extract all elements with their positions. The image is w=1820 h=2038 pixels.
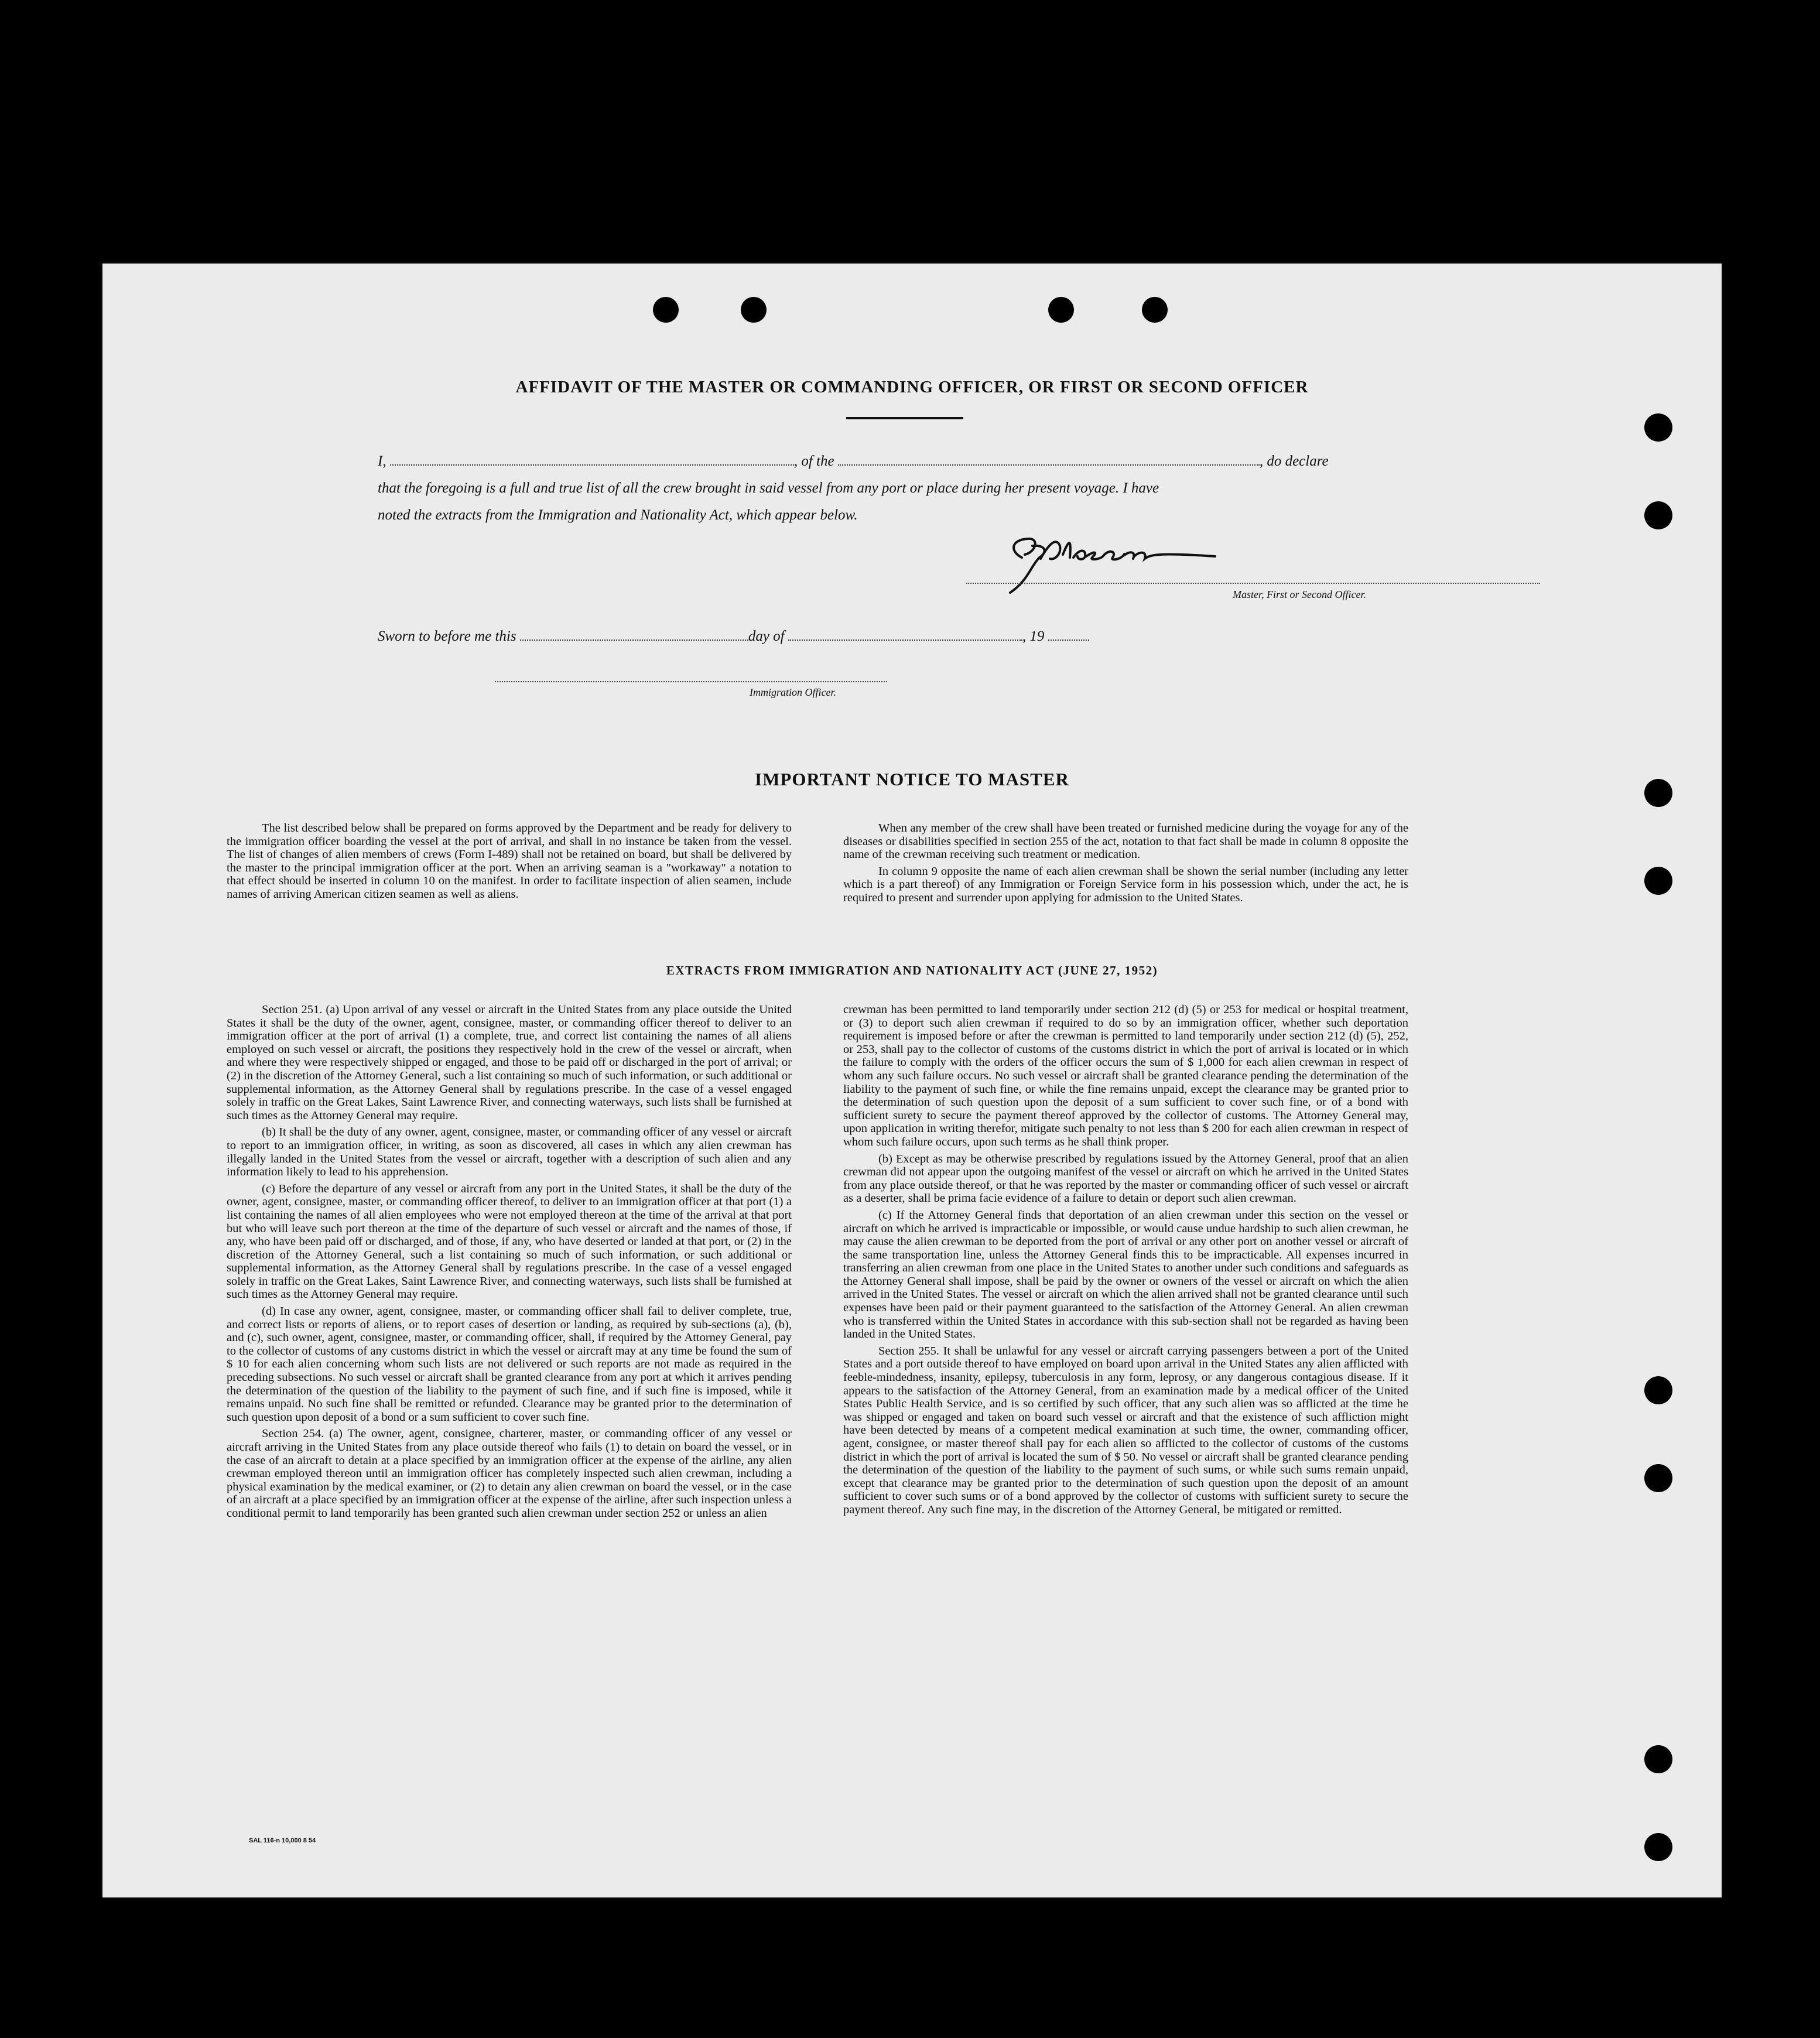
- master-signature: [1004, 534, 1227, 599]
- section-paragraph: (b) It shall be the duty of any owner, agent, consignee, master, or commanding officer of any vessel or aircraft to report to an immigration officer, in writing, as soon as discovered, all cases in which any alien crewman has illegally landed in the United States from the vessel or aircraft, together with a description of such alien and any information likely to lead to his apprehension.: [227, 1126, 792, 1179]
- sworn-year-field[interactable]: [1048, 627, 1089, 641]
- declaration-suffix: , do declare: [1259, 453, 1329, 469]
- title-divider: [846, 417, 963, 419]
- signature-caption: Master, First or Second Officer.: [1233, 589, 1366, 600]
- punch-hole: [1644, 1376, 1672, 1404]
- section-paragraph: crewman has been permitted to land temporarily under section 212 (d) (5) or 253 for medical or hospital treatment, or (3) to deport such alien crewman if required to do so by an immigration officer, whether such deportation requirement is imposed before or after the crewman is permitted to land temporarily under section 212 (d) (5), 252, or 253, shall pay to the collector of customs of the customs district in which the port of arrival is located or in which the failure to comply with the orders of the officer occurs the sum of $ 1,000 for each alien crewman in respect of whom any such failure occurs. No such vessel or aircraft shall be granted clearance pending the determination of the liability to the payment of such fine, or while the fine remains unpaid, except the clearance may be granted prior to the determination of such question upon the deposit of a sum sufficient to cover such fine, or of a bond with sufficient surety to secure the payment thereof approved by the collector of customs. The Attorney General may, upon application in writing therefor, mitigate such penalty to not less than $ 200 for each alien crewman in respect of whom such failure occurs, upon such terms as he shall think proper.: [843, 1003, 1408, 1148]
- signature-line: [966, 583, 1540, 584]
- sworn-prefix: Sworn to before me this: [378, 628, 516, 644]
- punch-hole: [653, 297, 679, 323]
- punch-hole: [1644, 501, 1672, 529]
- section-paragraph: Section 251. (a) Upon arrival of any vessel or aircraft in the United States from any place outside the United States it shall be the duty of the owner, agent, consignee, master, or commanding officer thereof to deliver to an immigration officer at the port of arrival (1) a complete, true, and correct list containing the names of all aliens employed on such vessel or aircraft, the positions they respectively hold in the crew of the vessel or aircraft, when and where they were respectively shipped or engaged, and those to be paid off or discharged in the port of arrival; or (2) in the discretion of the Attorney General, such a list containing so much of such information, or such additional or supplemental information, as the Attorney General shall by regulations prescribe. In the case of a vessel engaged solely in traffic on the Great Lakes, Saint Lawrence River, and connecting waterways, such lists shall be furnished at such times as the Attorney General may require.: [227, 1003, 792, 1122]
- notice-title: IMPORTANT NOTICE TO MASTER: [755, 769, 1069, 789]
- notice-left-column: [227, 822, 792, 901]
- punch-hole: [1048, 297, 1074, 323]
- punch-hole: [1644, 867, 1672, 895]
- punch-hole: [1644, 413, 1672, 442]
- notice-paragraph: The list described below shall be prepared on forms approved by the Department and be ready for delivery to the immigration officer boarding the vessel at the port of arrival, and shall in no instance be taken from the vessel. The list of changes of alien members of crews (Form I-489) shall not be retained on board, but shall be delivered by the master to the principal immigration officer at the port. When an arriving seaman is a "workaway" a notation to that effect should be inserted in column 10 on the manifest. In order to facilitate inspection of alien seamen, include names of arriving American citizen seamen as well as aliens.: [227, 822, 792, 901]
- declaration-of: , of the: [793, 453, 834, 469]
- section-paragraph: (c) Before the departure of any vessel or aircraft from any port in the United States, it shall be the duty of the owner, agent, consignee, master, or commanding officer thereof, to deliver to an immigration officer at that port (1) a list containing the names of all alien employees who were not employed thereon at the time of the arrival at that port but who will leave such port thereon at the time of the departure of such vessel or aircraft and the names of those, if any, who have been paid off or discharged, and of those, if any, who have deserted or landed at that port, or (2) in the discretion of the Attorney General, such a list containing so much of such information, or such additional or supplemental information, as the Attorney General shall by regulations prescribe. In the case of a vessel engaged solely in traffic on the Great Lakes, Saint Lawrence River, and connecting waterways, such lists shall be furnished at such times as the Attorney General may require.: [227, 1182, 792, 1301]
- section-paragraph: (c) If the Attorney General finds that deportation of an alien crewman under this section on the vessel or aircraft on which he arrived is impracticable or impossible, or would cause undue hardship to such alien crewman, he may cause the alien crewman to be deported from the port of arrival or any other port on another vessel or aircraft of the same transportation line, unless the Attorney General finds this to be impracticable. All expenses incurred in transferring an alien crewman from one place in the United States to another under such conditions and safeguards as the Attorney General shall impose, shall be paid by the owner or owners of the vessel or aircraft on which the alien arrived in the United States. The vessel or aircraft on which the alien arrived shall not be granted clearance until such expenses have been paid or their payment guaranteed to the satisfaction of the Attorney General. An alien crewman who is transferred within the United States in accordance with this sub-section shall not be regarded as having been landed in the United States.: [843, 1208, 1408, 1341]
- punch-hole: [1644, 1464, 1672, 1492]
- name-field[interactable]: [390, 452, 794, 466]
- document-page: [102, 264, 1722, 1897]
- officer-caption: Immigration Officer.: [750, 686, 836, 698]
- declaration-line-1: [378, 448, 1543, 475]
- sworn-day-field[interactable]: [520, 627, 748, 641]
- extracts-left-column: [227, 1003, 792, 1520]
- extracts-title: EXTRACTS FROM IMMIGRATION AND NATIONALITY ACT (JUNE 27, 1952): [666, 963, 1158, 977]
- extracts-right-column: [843, 1003, 1408, 1517]
- sworn-year: , 19: [1022, 628, 1045, 644]
- section-paragraph: (b) Except as may be otherwise prescribed by regulations issued by the Attorney General, proof that an alien crewman did not appear upon the outgoing manifest of the vessel or aircraft on which he arrived in the United States from any place outside thereof, or that he was reported by the master or commanding officer of such vessel or aircraft as a deserter, shall be prima facie evidence of a failure to detain or deport such alien crewman.: [843, 1152, 1408, 1205]
- notice-paragraph: When any member of the crew shall have been treated or furnished medicine during the voyage for any of the diseases or disabilities specified in section 255 of the act, notation to that fact shall be made in column 8 opposite the name of the crewman receiving such treatment or medication.: [843, 822, 1408, 861]
- sworn-line: [378, 623, 1543, 650]
- section-paragraph: Section 254. (a) The owner, agent, consignee, charterer, master, or commanding officer of any vessel or aircraft arriving in the United States from any place outside thereof who fails (1) to detain on board the vessel, or in the case of an aircraft to detain at a place specified by an immigration officer at the expense of the airline, any alien crewman employed thereon until an immigration officer has completely inspected such alien crewman, including a physical examination by the medical examiner, or (2) to detain any alien crewman on board the vessel, or in the case of an aircraft at a place specified by an immigration officer at the expense of the airline, after such inspection unless a conditional permit to land temporarily has been granted such alien crewman under section 252 or unless an alien: [227, 1427, 792, 1520]
- punch-hole: [1142, 297, 1168, 323]
- sworn-month-field[interactable]: [788, 627, 1022, 641]
- vessel-field[interactable]: [838, 452, 1260, 466]
- officer-signature-line: [495, 681, 887, 682]
- notice-paragraph: In column 9 opposite the name of each alien crewman shall be shown the serial number (including any letter which is a part thereof) of any Immigration or Foreign Service form in his possession which, under the act, he is required to present and surrender upon applying for admission to the United States.: [843, 864, 1408, 904]
- punch-hole: [741, 297, 767, 323]
- notice-right-column: [843, 822, 1408, 905]
- sworn-day-of: day of: [748, 628, 785, 644]
- declaration-line-3: noted the extracts from the Immigration and Nationality Act, which appear below.: [378, 507, 858, 523]
- form-number: SAL 116-n 10,000 8 54: [249, 1837, 316, 1844]
- declaration-line-2: that the foregoing is a full and true list of all the crew brought in said vessel from any port or place during her present voyage. I have: [378, 480, 1159, 496]
- punch-hole: [1644, 1833, 1672, 1861]
- punch-hole: [1644, 1745, 1672, 1773]
- signature-text: [1004, 556, 1007, 557]
- affidavit-title: AFFIDAVIT OF THE MASTER OR COMMANDING OFFICER, OR FIRST OR SECOND OFFICER: [515, 378, 1309, 396]
- section-paragraph: (d) In case any owner, agent, consignee, master, or commanding officer shall fail to deliver complete, true, and correct lists or reports of aliens, or to report cases of desertion or landing, as required by sub-sections (a), (b), and (c), such owner, agent, consignee, master, or commanding officer, shall, if required by the Attorney General, pay to the collector of customs of any customs district in which the vessel or aircraft may at any time be found the sum of $ 10 for each alien concerning whom such lists are not delivered or such reports are not made as required in the preceding subsections. No such vessel or aircraft shall be granted clearance from any port at which it arrives pending the determination of the question of the liability to the payment of such fine, and if such fine is imposed, while it remains unpaid. No such fine shall be remitted or refunded. Clearance may be granted prior to the determination of such question upon deposit of a bond or a sum sufficient to cover such fine.: [227, 1305, 792, 1424]
- declaration-prefix: I,: [378, 453, 386, 469]
- section-paragraph: Section 255. It shall be unlawful for any vessel or aircraft carrying passengers between a port of the United States and a port outside thereof to have employed on board upon arrival in the United States any alien afflicted with feeble-mindedness, insanity, epilepsy, tuberculosis in any form, leprosy, or any dangerous contagious disease. If it appears to the satisfaction of the Attorney General, from an examination made by a medical officer of the United States Public Health Service, and is so certified by such officer, that any such alien was so afflicted at the time he was shipped or engaged and taken on board such vessel or aircraft and that the existence of such affliction might have been detected by means of a competent medical examination at such time, the owner, commanding officer, agent, consignee, or master thereof shall pay for each alien so afflicted to the collector of customs of the customs district in which the port of arrival is located the sum of $ 50. No vessel or aircraft shall be granted clearance pending the determination of the question of the liability to the payment of such sums, or while such sums remain unpaid, except that clearance may be granted prior to the determination of such question upon the deposit of an amount sufficient to cover such sums or of a bond approved by the collector of customs with sufficient surety to secure the payment thereof. Any such fine may, in the discretion of the Attorney General, be mitigated or remitted.: [843, 1344, 1408, 1516]
